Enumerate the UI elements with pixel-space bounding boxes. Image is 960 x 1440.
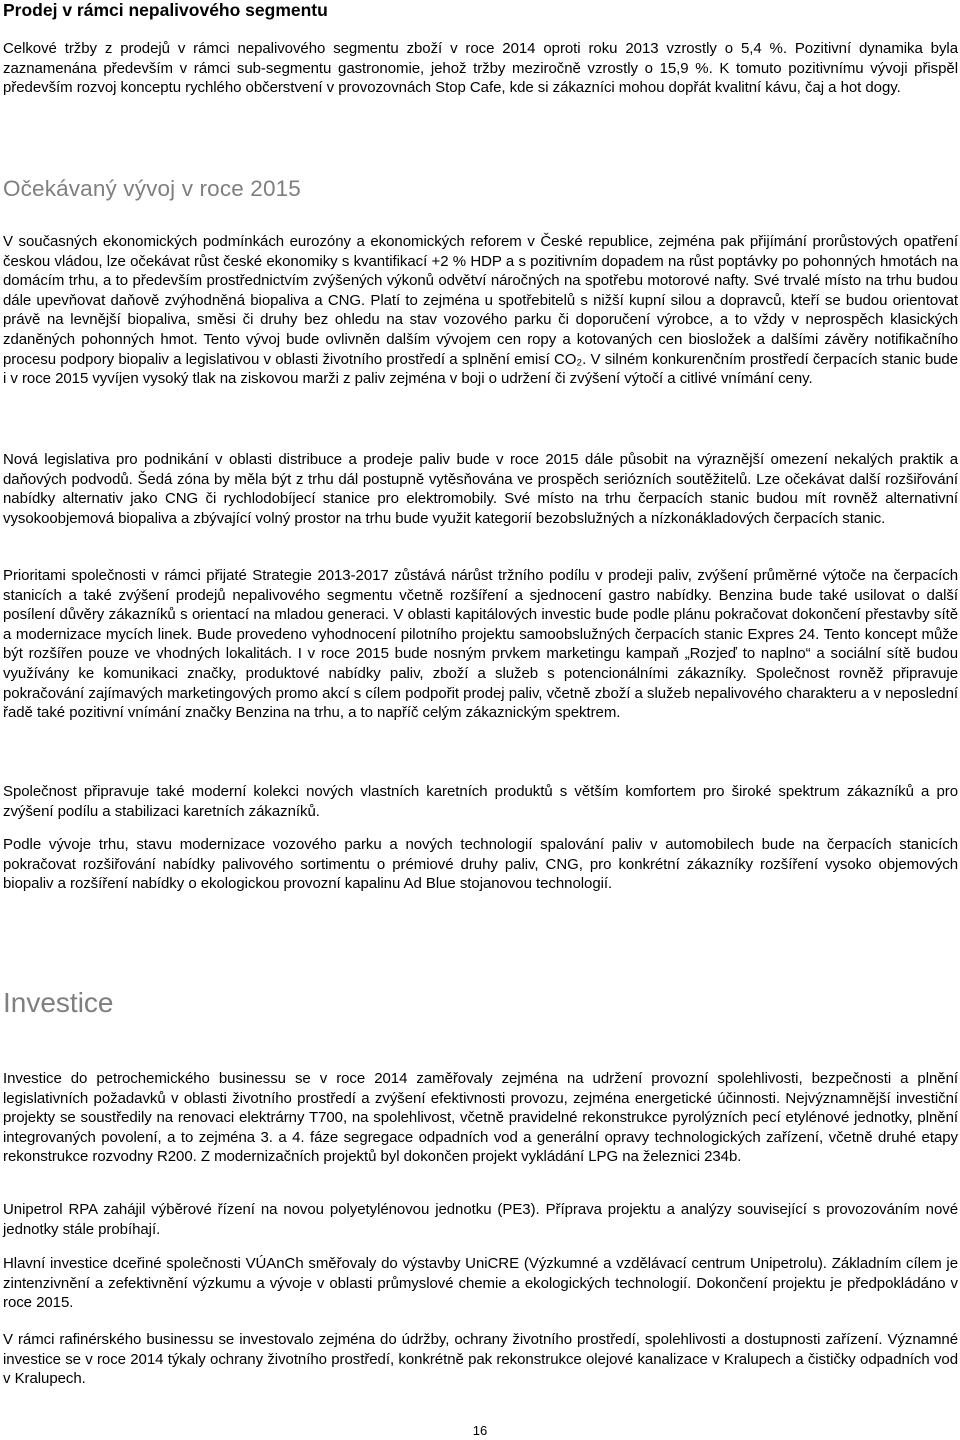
paragraph-outlook-fuel-portfolio: Podle vývoje trhu, stavu modernizace vozového parku a nových technologií spalování paliv v automobilech bude na čerpacích stanicích pokračovat rozšiřování nabídky palivového sortimentu o prémiové druhy paliv, CNG, pro konkrétní zákazníky rozšíření vysoko objemových biopaliv a rozšíření nabídky o ekologickou provozní kapalinu Ad Blue stojanovou technologií. [3,836,958,893]
paragraph-investments-pe3: Unipetrol RPA zahájil výběrové řízení na novou polyetylénovou jednotku (PE3). Příprava projektu a analýzy související s provozováním nové jednotky stále probíhají. [3,1201,958,1238]
paragraph-outlook-card-products: Společnost připravuje také moderní kolekci nových vlastních karetních produktů s větším komfortem pro široké spektrum zákazníků a pro zvýšení podílu a stabilizaci karetních zákazníků. [3,783,958,820]
paragraph-investments-unicre: Hlavní investice dceřiné společnosti VÚAnCh směřovaly do výstavby UniCRE (Výzkumné a vzdělávací centrum Unipetrolu). Základním cílem je zintenzivnění a zefektivnění výzkumu a vývoje v oblasti průmyslové chemie a ekologických technologií. Dokončení projektu je předpokládáno v roce 2015. [3,1255,958,1312]
section-heading-investments: Investice [3,987,114,1018]
paragraph-outlook-legislation: Nová legislativa pro podnikání v oblasti distribuce a prodeje paliv bude v roce 2015 dále působit na výraznější omezení nekalých praktik a daňových podvodů. Šedá zóna by měla být z trhu dál postupně vytěsňována ve prospěch seriózních soutěžitelů. Lze očekávat další rozšiřování nabídky alternativ jako CNG či rychlodobíjecí stanice pro elektromobily. Své místo na trhu čerpacích stanic budou mít rovněž alternativní vysokoobjemová biopaliva a zbývající volný prostor na trhu bude využit kategorií bezobslužných a nízkonákladových čerpacích stanic. [3,451,958,527]
paragraph-nonfuel-sales: Celkové tržby z prodejů v rámci nepalivového segmentu zboží v roce 2014 oproti roku 2013 vzrostly o 5,4 %. Pozitivní dynamika byla zaznamenána především v rámci sub-segmentu gastronomie, jehož tržby meziročně vzrostly o 15,9 %. K tomuto pozitivnímu vývoji přispěl především rozvoj konceptu rychlého občerstvení v provozovnách Stop Cafe, kde si zákazníci mohou dopřát kvalitní kávu, čaj a hot dogy. [3,40,958,97]
section-heading-outlook-2015: Očekávaný vývoj v roce 2015 [3,176,301,201]
paragraph-outlook-priorities: Prioritami společnosti v rámci přijaté Strategie 2013-2017 zůstává nárůst tržního podílu v prodeji paliv, zvýšení průměrné výtoče na čerpacích stanicích a také zvýšení prodejů nepalivového segmentu včetně rozšíření a sjednocení gastro nabídky. Benzina bude také usilovat o další posílení důvěry zákazníků s orientací na mladou generaci. V oblasti kapitálových investic bude podle plánu pokračovat dokončení přestavby sítě a modernizace mycích linek. Bude provedeno vyhodnocení pilotního projektu samoobslužných čerpacích stanic Expres 24. Tento koncept může být rozšířen pouze ve vhodných lokalitách. I v roce 2015 bude nosným prvkem marketingu kampaň „Rozjeď to naplno“ a sociální sítě budou využívány ke komunikaci značky, produktové nabídky paliv, zboží a služeb s potencionálními zákazníky. Společnost rovněž připravuje pokračování zajímavých marketingových promo akcí s cílem podpořit prodej paliv, včetně zboží a služeb nepalivového charakteru a v neposlední řadě také pozitivní vnímání značky Benzina na trhu, a to napříč celým zákaznickým spektrem. [3,567,958,722]
paragraph-outlook-economy: V současných ekonomických podmínkách eurozóny a ekonomických reforem v České republice, zejména pak přijímání prorůstových opatření českou vládou, lze očekávat růst české ekonomiky s kvantifikací +2 % HDP a s pozitivním dopadem na růst poptávky po pohonných hmotách na domácím trhu, a to především prostřednictvím zvýšených výkonů odvětví náročných na spotřebu motorové nafty. Své trvalé místo na trhu budou dále upevňovat daňově zvýhodněná biopaliva a CNG. Platí to zejména u spotřebitelů s nižší kupní silou a dopravců, kteří se budou orientovat právě na levnější biopaliva, směsi či druhy bez ohledu na stav vozového parku či doporučení výrobce, a to vždy v neprospěch klasických zdaněných pohonných hmot. Tento vývoj bude ovlivněn dalším vývojem cen ropy a kotovaných cen biosložek a dalšími závěry notifikačního procesu podpory biopaliv a legislativou v oblasti životního prostředí a splnění emisí CO₂. V silném konkurenčním prostředí čerpacích stanic bude i v roce 2015 vyvíjen vysoký tlak na ziskovou marži z paliv zejména v boji o udržení či zvýšení výtočí a citlivé vnímání ceny. [3,233,958,388]
paragraph-investments-petrochemical: Investice do petrochemického businessu se v roce 2014 zaměřovaly zejména na udržení provozní spolehlivosti, bezpečnosti a plnění legislativních požadavků v oblasti životního prostředí a zvýšení efektivnosti provozu, zejména energetické účinnosti. Nejvýznamnější investiční projekty se soustředily na renovaci elektrárny T700, na spolehlivost, včetně pravidelné rekonstrukce pyrolýzních pecí etylénové jednotky, plnění integrovaných povolení, a to zejména 3. a 4. fáze segregace odpadních vod a generální opravy technologických zařízení, včetně druhé etapy rekonstrukce rozvodny R200. Z modernizačních projektů byl dokončen projekt vykládání LPG na železnici 234b. [3,1070,958,1166]
section-heading-nonfuel-sales: Prodej v rámci nepalivového segmentu [3,0,328,20]
page-number: 16 [472,1423,488,1438]
paragraph-investments-refinery: V rámci rafinérského businessu se investovalo zejména do údržby, ochrany životního prostředí, spolehlivosti a dostupnosti zařízení. Významné investice se v roce 2014 týkaly ochrany životního prostředí, konkrétně pak rekonstrukce olejové kanalizace v Kralupech a čističky odpadních vod v Kralupech. [3,1331,958,1388]
